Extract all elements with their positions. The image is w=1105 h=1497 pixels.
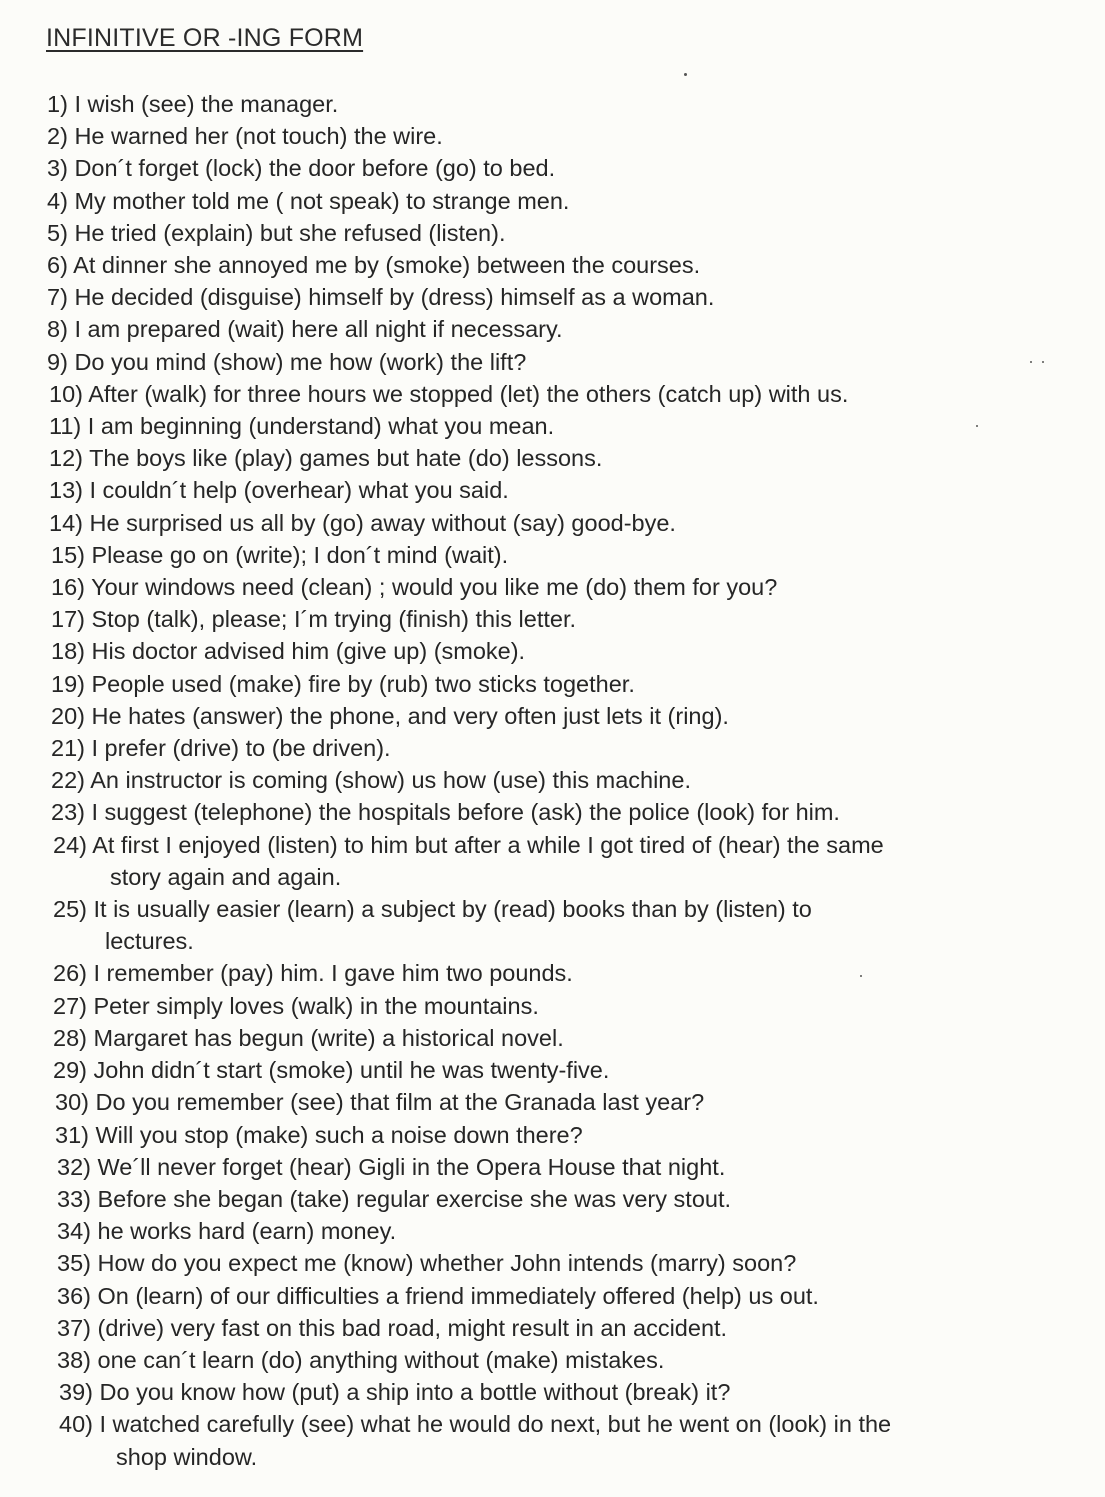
item-number: 11)	[49, 413, 82, 440]
item-text: After (walk) for three hours we stopped (let) the others (catch up) with us.	[88, 380, 849, 407]
item-text: On (learn) of our difficulties a friend immediately offered (help) us out.	[97, 1282, 819, 1309]
item-number: 28)	[53, 1024, 87, 1051]
item-number: 30)	[55, 1089, 89, 1116]
scan-speck	[976, 425, 978, 427]
exercise-item	[0, 1312, 1105, 1344]
item-text-continuation: shop window.	[116, 1443, 258, 1470]
item-number: 6)	[47, 252, 68, 279]
exercise-item	[0, 1280, 1105, 1312]
item-number: 5)	[47, 219, 68, 246]
exercise-item	[0, 957, 1105, 989]
exercise-item	[0, 1344, 1105, 1376]
item-text: (drive) very fast on this bad road, might result in an accident.	[97, 1314, 728, 1341]
item-number: 29)	[53, 1057, 87, 1084]
item-text: He decided (disguise) himself by (dress) himself as a woman.	[74, 284, 715, 311]
exercise-item	[0, 88, 1105, 120]
exercise-item	[0, 796, 1105, 828]
item-text: He warned her (not touch) the wire.	[74, 123, 443, 150]
item-text: Do you remember (see) that film at the Granada last year?	[95, 1089, 705, 1116]
exercise-item	[0, 281, 1105, 313]
page-title: INFINITIVE OR -ING FORM	[46, 24, 364, 52]
item-text: An instructor is coming (show) us how (use) this machine.	[90, 767, 691, 794]
exercise-item	[0, 1086, 1105, 1118]
exercise-item	[0, 1054, 1105, 1086]
item-text: The boys like (play) games but hate (do) lessons.	[89, 445, 603, 472]
exercise-item	[0, 474, 1105, 506]
exercise-item	[0, 152, 1105, 184]
item-number: 39)	[59, 1379, 93, 1406]
item-number: 17)	[51, 606, 85, 633]
exercise-item	[0, 1119, 1105, 1151]
item-number: 1)	[47, 91, 68, 117]
exercise-item	[0, 635, 1105, 667]
item-number: 22)	[51, 767, 85, 794]
exercise-item	[0, 217, 1105, 249]
item-text-continuation: story again and again.	[110, 863, 342, 890]
item-text: Please go on (write); I don´t mind (wait).	[91, 541, 509, 568]
item-number: 7)	[47, 284, 68, 311]
exercise-list	[0, 88, 1105, 1473]
item-text: John didn´t start (smoke) until he was twenty-five.	[93, 1057, 610, 1084]
item-number: 16)	[51, 574, 85, 601]
scan-speck	[860, 975, 862, 977]
exercise-item	[0, 1215, 1105, 1247]
item-number: 18)	[51, 638, 85, 665]
item-number: 37)	[57, 1314, 91, 1341]
exercise-item	[0, 668, 1105, 700]
item-number: 10)	[49, 380, 83, 407]
exercise-item	[0, 732, 1105, 764]
item-text: Will you stop (make) such a noise down there?	[95, 1121, 583, 1148]
item-text: I prefer (drive) to (be driven).	[91, 735, 391, 762]
exercise-item	[0, 700, 1105, 732]
exercise-item	[0, 1151, 1105, 1183]
item-text: one can´t learn (do) anything without (make) mistakes.	[97, 1346, 665, 1373]
exercise-item	[0, 442, 1105, 474]
item-number: 15)	[51, 541, 85, 568]
exercise-item	[0, 410, 1105, 442]
item-number: 36)	[57, 1282, 91, 1309]
item-number: 33)	[57, 1185, 91, 1212]
exercise-item	[0, 571, 1105, 603]
scan-speck	[684, 73, 687, 76]
exercise-item	[0, 1022, 1105, 1054]
item-number: 35)	[57, 1250, 91, 1277]
exercise-item	[0, 829, 1105, 893]
item-text: It is usually easier (learn) a subject by (read) books than by (listen) to	[93, 896, 812, 923]
exercise-item	[0, 185, 1105, 217]
item-text: He tried (explain) but she refused (listen).	[74, 219, 506, 246]
item-number: 21)	[51, 735, 85, 762]
item-number: 26)	[53, 960, 87, 987]
item-text: Your windows need (clean) ; would you like me (do) them for you?	[91, 574, 778, 601]
exercise-item	[0, 603, 1105, 635]
item-text: How do you expect me (know) whether John intends (marry) soon?	[97, 1250, 797, 1277]
item-text: I am prepared (wait) here all night if necessary.	[74, 316, 563, 343]
item-text: I couldn´t help (overhear) what you said.	[89, 477, 509, 504]
item-text: Margaret has begun (write) a historical novel.	[93, 1024, 564, 1051]
item-text: At first I enjoyed (listen) to him but after a while I got tired of (hear) the same	[92, 831, 884, 858]
item-number: 2)	[47, 123, 68, 150]
exercise-item	[0, 1247, 1105, 1279]
exercise-item	[0, 249, 1105, 281]
exercise-item	[0, 893, 1105, 957]
item-text: Do you know how (put) a ship into a bottle without (break) it?	[99, 1379, 731, 1406]
item-text: I wish (see) the manager.	[74, 91, 339, 117]
item-number: 27)	[53, 992, 87, 1019]
exercise-item	[0, 539, 1105, 571]
exercise-item	[0, 990, 1105, 1022]
item-number: 14)	[49, 509, 83, 536]
item-number: 25)	[53, 896, 87, 923]
item-number: 34)	[57, 1218, 91, 1245]
item-number: 31)	[55, 1121, 89, 1148]
item-text: He hates (answer) the phone, and very often just lets it (ring).	[91, 702, 729, 729]
item-text: Don´t forget (lock) the door before (go) to bed.	[74, 155, 556, 182]
item-number: 13)	[49, 477, 83, 504]
item-number: 40)	[59, 1411, 93, 1438]
item-number: 24)	[53, 831, 87, 858]
item-number: 12)	[49, 445, 83, 472]
item-number: 20)	[51, 702, 85, 729]
item-number: 4)	[47, 187, 68, 214]
item-text: His doctor advised him (give up) (smoke).	[91, 638, 526, 665]
item-text: Peter simply loves (walk) in the mountains.	[93, 992, 539, 1019]
item-text: People used (make) fire by (rub) two sticks together.	[91, 670, 635, 697]
exercise-item	[0, 346, 1105, 378]
item-number: 19)	[51, 670, 85, 697]
scan-speck	[1030, 361, 1032, 363]
item-number: 3)	[47, 155, 68, 182]
item-text: he works hard (earn) money.	[97, 1218, 397, 1245]
exercise-item	[0, 507, 1105, 539]
item-text: Before she began (take) regular exercise she was very stout.	[97, 1185, 732, 1212]
item-number: 8)	[47, 316, 68, 343]
exercise-item	[0, 120, 1105, 152]
item-number: 32)	[57, 1153, 91, 1180]
scan-speck	[1042, 361, 1044, 363]
item-text: We´ll never forget (hear) Gigli in the Opera House that night.	[97, 1153, 726, 1180]
item-text: I watched carefully (see) what he would do next, but he went on (look) in the	[99, 1411, 892, 1438]
item-text: Stop (talk), please; I´m trying (finish) this letter.	[91, 606, 577, 633]
item-text: I am beginning (understand) what you mean.	[87, 413, 555, 440]
exercise-item	[0, 1376, 1105, 1408]
item-text: He surprised us all by (go) away without (say) good-bye.	[89, 509, 676, 536]
item-text: At dinner she annoyed me by (smoke) between the courses.	[73, 252, 701, 279]
item-number: 9)	[47, 348, 68, 375]
exercise-item	[0, 1408, 1105, 1472]
exercise-item	[0, 313, 1105, 345]
exercise-item	[0, 378, 1105, 410]
exercise-item	[0, 1183, 1105, 1215]
item-text-continuation: lectures.	[105, 928, 194, 955]
item-text: I remember (pay) him. I gave him two pounds.	[93, 960, 573, 987]
item-text: My mother told me ( not speak) to strange men.	[74, 187, 570, 214]
item-number: 38)	[57, 1346, 91, 1373]
item-text: I suggest (telephone) the hospitals before (ask) the police (look) for him.	[91, 799, 840, 826]
exercise-item	[0, 764, 1105, 796]
item-number: 23)	[51, 799, 85, 826]
item-text: Do you mind (show) me how (work) the lift?	[74, 348, 527, 375]
